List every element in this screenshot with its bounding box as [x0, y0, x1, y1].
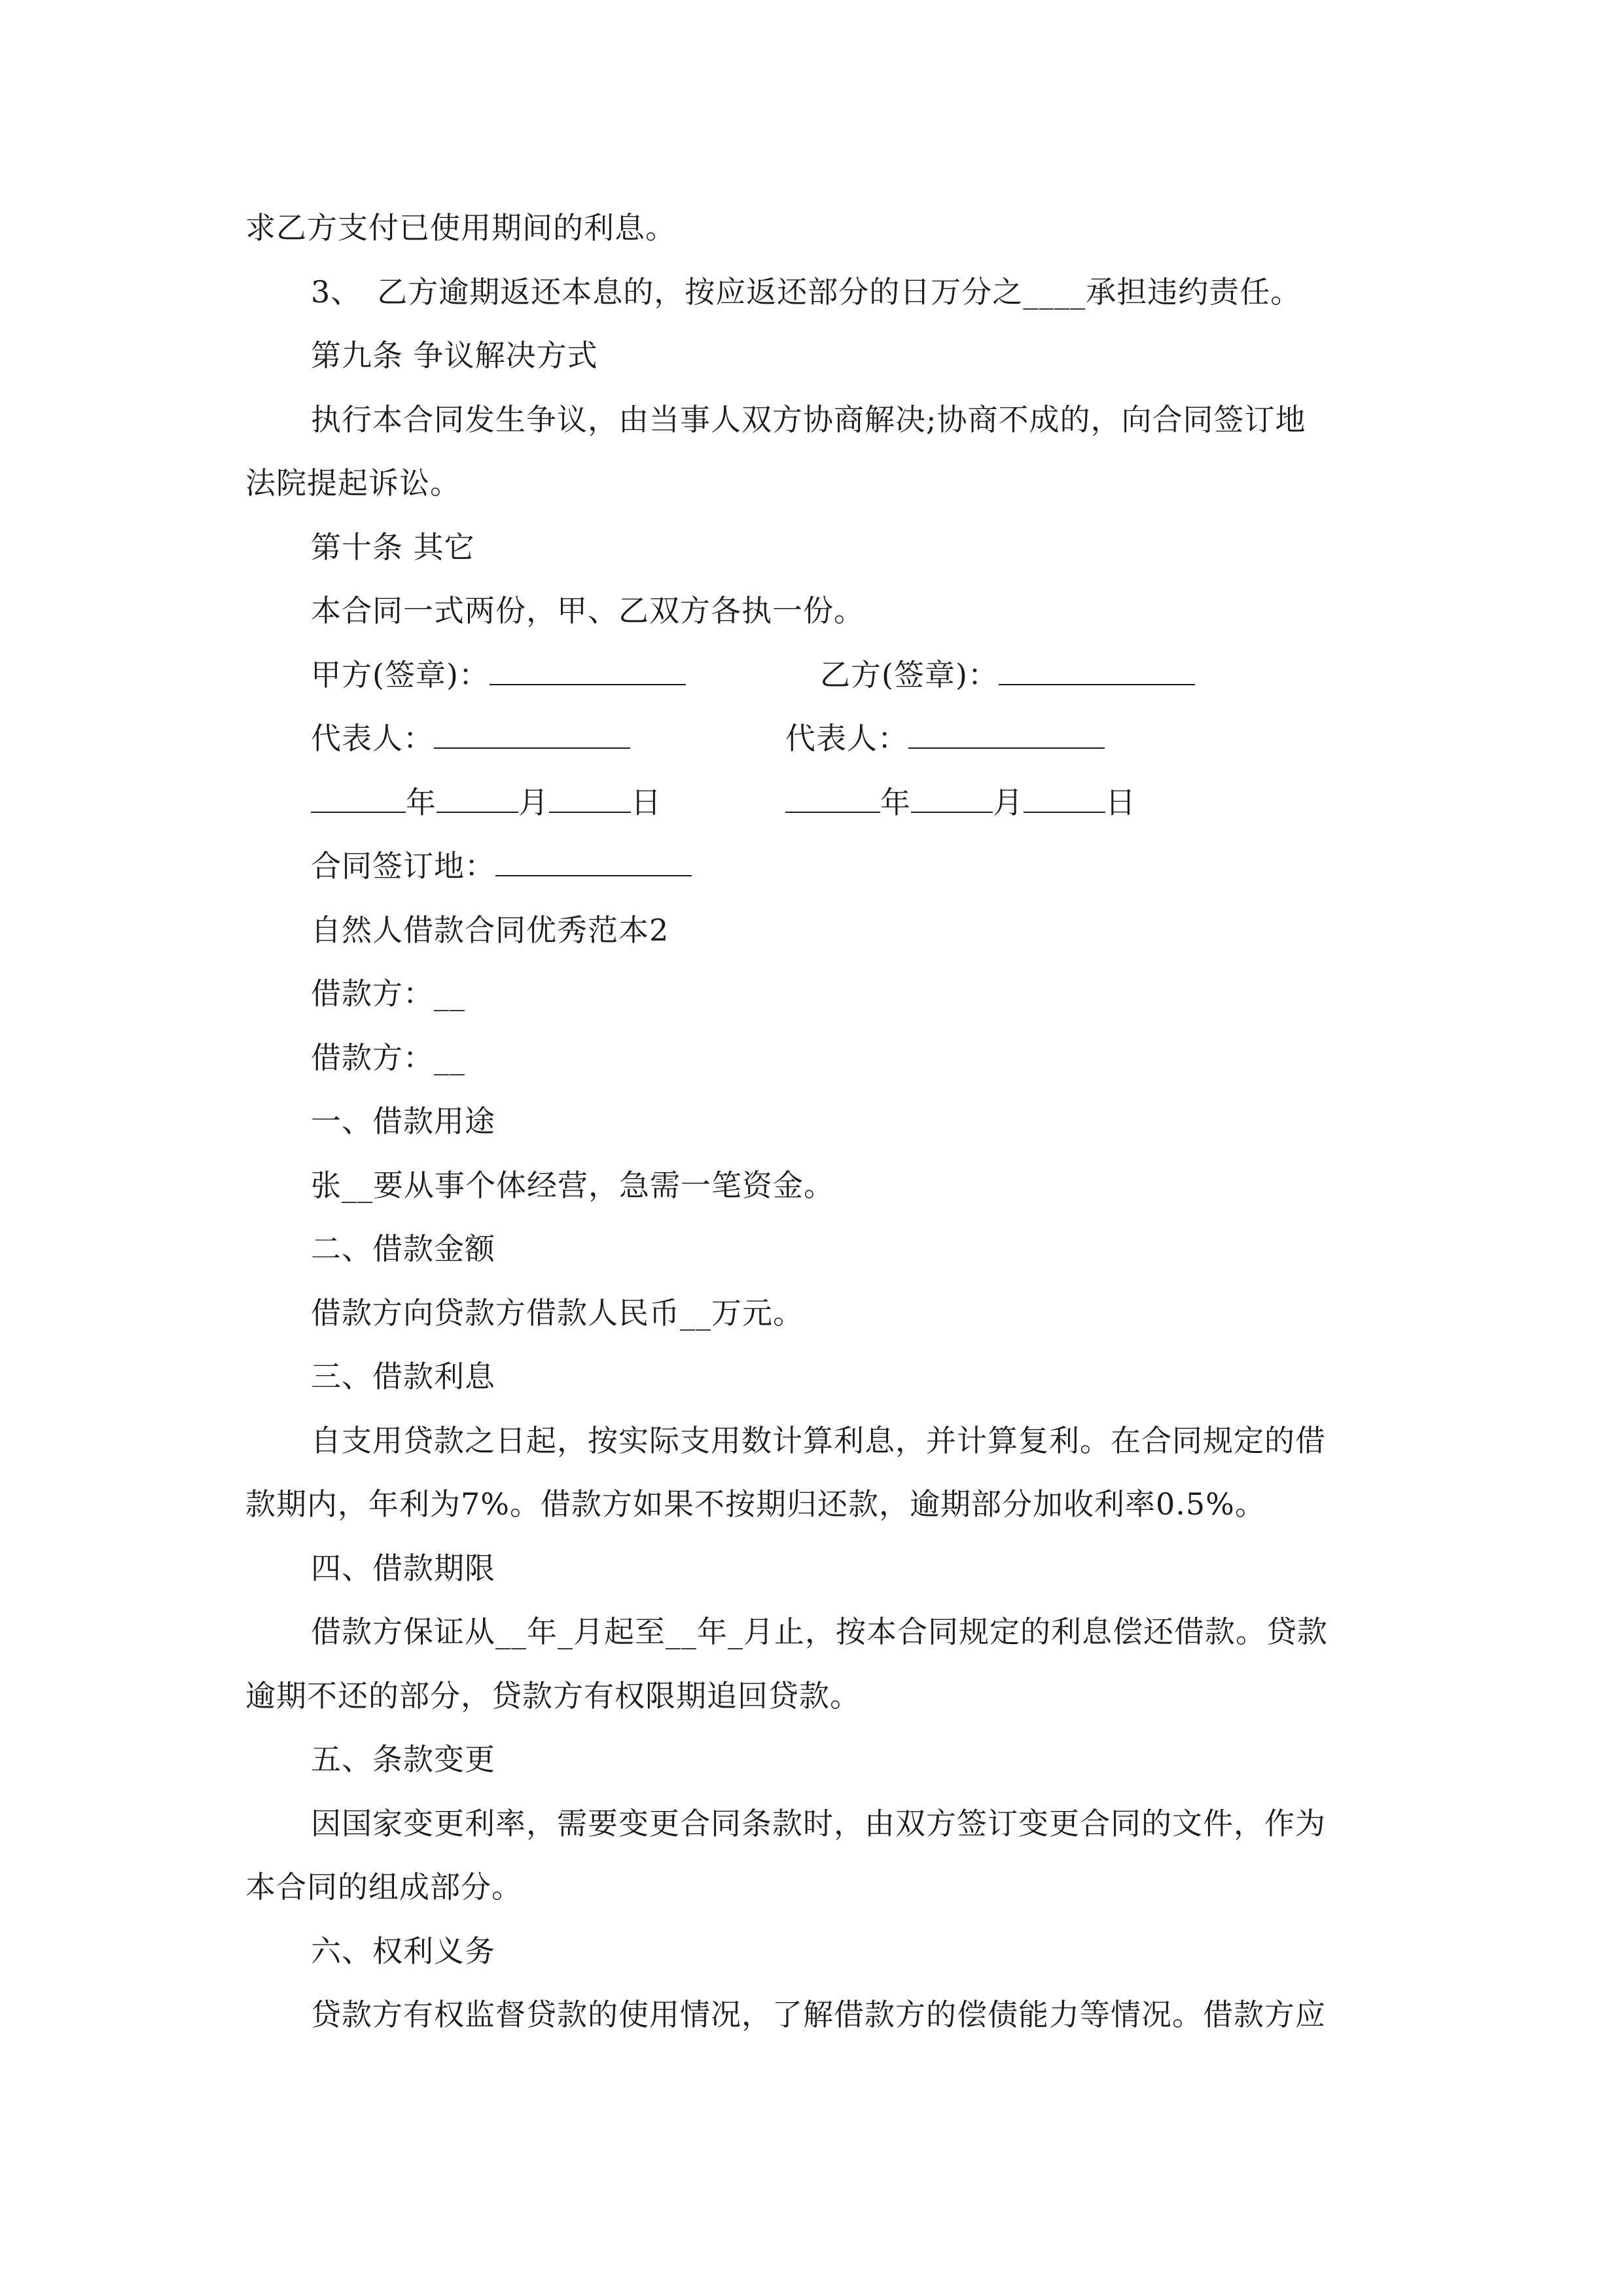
paragraph-line: 张__要从事个体经营，急需一笔资金。 — [311, 1168, 834, 1203]
signature-a-label: 甲方(签章)： — [311, 657, 490, 692]
paragraph-line: 款期内，年利为7%。借款方如果不按期归还款，逾期部分加收利率0.5%。 — [245, 1486, 1266, 1522]
section-heading: 二、借款金额 — [311, 1231, 495, 1266]
representative-b-blank — [908, 719, 1105, 749]
representative-party-b — [785, 719, 1105, 758]
day-blank — [1024, 783, 1105, 813]
signature-b-label: 乙方(签章)： — [820, 657, 999, 692]
day-label: 日 — [631, 785, 662, 820]
document-title: 自然人借款合同优秀范本2 — [311, 912, 669, 948]
signing-place — [311, 846, 692, 886]
signing-place-label: 合同签订地： — [311, 848, 495, 884]
paragraph-line: 求乙方支付已使用期间的利息。 — [245, 210, 676, 245]
signature-a-blank — [490, 655, 686, 685]
paragraph-line: 3、 乙方逾期返还本息的，按应返还部分的日万分之____承担违约责任。 — [311, 274, 1302, 310]
representative-party-a — [311, 719, 630, 758]
year-label: 年 — [880, 785, 911, 820]
representative-b-label: 代表人： — [785, 721, 908, 756]
month-blank — [437, 783, 518, 813]
borrower-line: 借款方：__ — [311, 976, 465, 1011]
paragraph-line: 贷款方有权监督贷款的使用情况，了解借款方的偿债能力等情况。借款方应 — [311, 1997, 1326, 2032]
month-blank — [911, 783, 993, 813]
section-heading: 第九条 争议解决方式 — [311, 338, 598, 373]
signing-place-blank — [495, 846, 692, 876]
paragraph-line: 因国家变更利率，需要变更合同条款时，由双方签订变更合同的文件，作为 — [311, 1806, 1326, 1841]
paragraph-line: 法院提起诉讼。 — [245, 465, 461, 501]
month-label: 月 — [993, 785, 1024, 820]
paragraph-line: 本合同一式两份，甲、乙双方各执一份。 — [311, 593, 865, 628]
paragraph-line: 本合同的组成部分。 — [245, 1869, 522, 1905]
section-heading: 六、权利义务 — [311, 1933, 495, 1969]
year-blank — [311, 783, 406, 813]
section-heading: 三、借款利息 — [311, 1359, 495, 1394]
signature-party-b — [820, 655, 1195, 694]
section-heading: 一、借款用途 — [311, 1103, 495, 1139]
paragraph-line: 借款方保证从__年_月起至__年_月止，按本合同规定的利息偿还借款。贷款 — [311, 1614, 1328, 1649]
section-heading: 五、条款变更 — [311, 1742, 495, 1777]
representative-a-blank — [434, 719, 630, 749]
paragraph-line: 自支用贷款之日起，按实际支用数计算利息，并计算复利。在合同规定的借 — [311, 1423, 1326, 1458]
paragraph-line: 借款方向贷款方借款人民币__万元。 — [311, 1295, 804, 1331]
year-label: 年 — [406, 785, 437, 820]
section-heading: 四、借款期限 — [311, 1551, 495, 1586]
borrower-line: 借款方：__ — [311, 1040, 465, 1075]
signature-b-blank — [999, 655, 1195, 685]
paragraph-line: 执行本合同发生争议，由当事人双方协商解决;协商不成的，向合同签订地 — [311, 402, 1306, 437]
year-blank — [785, 783, 880, 813]
date-party-a — [311, 783, 662, 822]
month-label: 月 — [518, 785, 549, 820]
section-heading: 第十条 其它 — [311, 529, 475, 565]
signature-party-a — [311, 655, 686, 694]
date-party-b — [785, 783, 1136, 822]
day-blank — [549, 783, 631, 813]
paragraph-line: 逾期不还的部分，贷款方有权限期追回贷款。 — [245, 1678, 861, 1713]
representative-a-label: 代表人： — [311, 721, 434, 756]
day-label: 日 — [1105, 785, 1136, 820]
